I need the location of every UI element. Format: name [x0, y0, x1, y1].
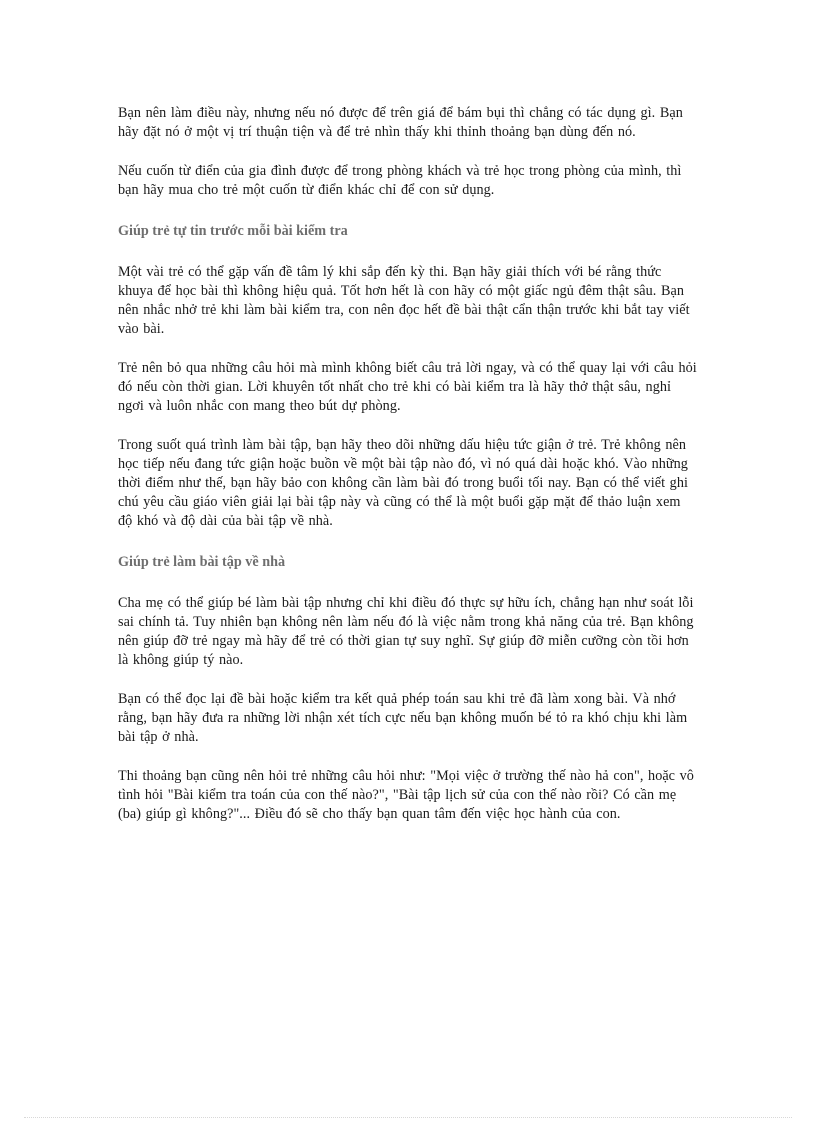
paragraph: Bạn nên làm điều này, nhưng nếu nó được để trên giá để bám bụi thì chẳng có tác dụng gì. Bạn hãy đặt nó ở một vị trí thuận tiện và để trẻ nhìn thấy khi thỉnh thoảng bạn dùng đến nó. [118, 105, 683, 140]
paragraph: Một vài trẻ có thể gặp vấn đề tâm lý khi sắp đến kỳ thi. Bạn hãy giải thích với bé rằng thức khuya để học bài thì không hiệu quả. Tốt hơn hết là con hãy có một giấc ngủ đêm thật sâu. Bạn nên nhắc nhở trẻ khi làm bài kiểm tra, con nên đọc hết đề bài thật cẩn thận trước khi bắt tay viết vào bài. [118, 264, 690, 337]
document-body [118, 104, 698, 824]
paragraph: Nếu cuốn từ điển của gia đình được để trong phòng khách và trẻ học trong phòng của mình, thì bạn hãy mua cho trẻ một cuốn từ điển khác chỉ để con sử dụng. [118, 163, 682, 198]
paragraph: Thi thoảng bạn cũng nên hỏi trẻ những câu hỏi như: "Mọi việc ở trường thế nào hả con", hoặc vô tình hỏi "Bài kiểm tra toán của con thế nào?", "Bài tập lịch sử của con thế nào rồi? Có cần mẹ (ba) giúp gì không?"... Điều đó sẽ cho thấy bạn quan tâm đến việc học hành của con. [118, 768, 694, 822]
paragraph: Trong suốt quá trình làm bài tập, bạn hãy theo dõi những dấu hiệu tức giận ở trẻ. Trẻ không nên học tiếp nếu đang tức giận hoặc buồn về một bài tập nào đó, vì nó quá dài hoặc khó. Vào những thời điểm như thế, bạn hãy bảo con không cần làm bài đó trong buổi tối nay. Bạn có thể viết ghi chú yêu cầu giáo viên giải lại bài tập này và cũng có thể là một buổi gặp mặt để thảo luận xem độ khó và độ dài của bài tập về nhà. [118, 437, 688, 529]
paragraph: Bạn có thể đọc lại đề bài hoặc kiểm tra kết quả phép toán sau khi trẻ đã làm xong bài. Và nhớ rằng, bạn hãy đưa ra những lời nhận xét tích cực nếu bạn không muốn bé tỏ ra khó chịu khi làm bài tập ở nhà. [118, 691, 688, 745]
section-heading: Giúp trẻ tự tin trước mỗi bài kiểm tra [118, 223, 348, 239]
section-heading: Giúp trẻ làm bài tập về nhà [118, 554, 286, 570]
paragraph: Cha mẹ có thể giúp bé làm bài tập nhưng chỉ khi điều đó thực sự hữu ích, chẳng hạn như soát lỗi sai chính tả. Tuy nhiên bạn không nên làm nếu đó là việc nằm trong khả năng của trẻ. Bạn không nên giúp đỡ trẻ ngay mà hãy để trẻ có thời gian tự suy nghĩ. Sự giúp đỡ miễn cưỡng còn tồi hơn là không giúp tý nào. [118, 595, 694, 668]
paragraph: Trẻ nên bỏ qua những câu hỏi mà mình không biết câu trả lời ngay, và có thể quay lại với câu hỏi đó nếu còn thời gian. Lời khuyên tốt nhất cho trẻ khi có bài kiểm tra là hãy thở thật sâu, nghỉ ngơi và luôn nhắc con mang theo bút dự phòng. [118, 360, 697, 414]
page-bottom-divider [24, 1117, 792, 1118]
